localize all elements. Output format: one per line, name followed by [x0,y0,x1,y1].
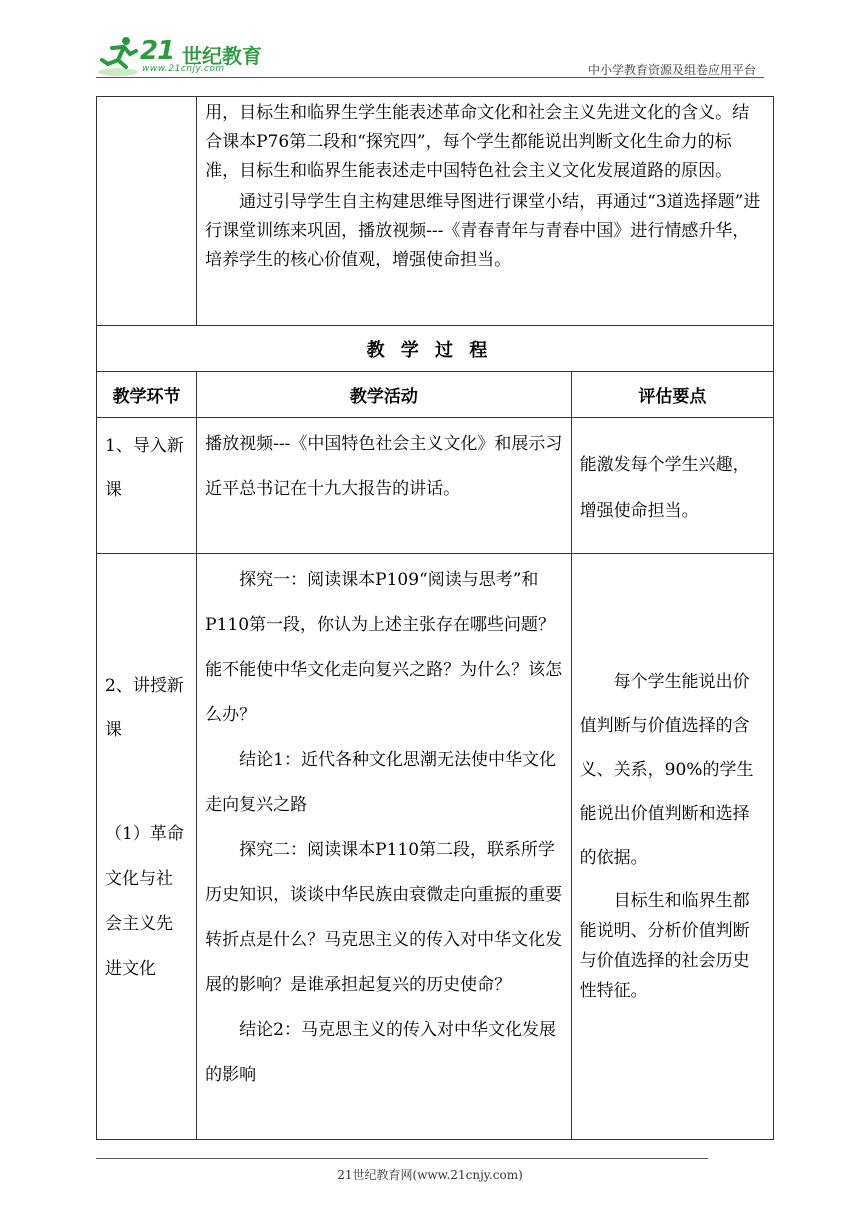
assessment-paragraph-2: 目标生和临界生都能说明、分析价值判断与价值选择的社会历史性特征。 [579,891,750,1001]
stage-cell [97,418,197,554]
logo-number: 21 [140,36,175,66]
activity-cell [197,554,572,1140]
stage-label: 1、导入新课 [105,436,184,500]
explore-1: 探究一：阅读课本P109“阅读与思考”和P110第一段，你认为上述主张存在哪些问题？能不能使中华文化走向复兴之路？为什么？该怎么办？ [205,570,563,725]
section-title: 教学过程 [366,339,504,361]
header-activity: 教学活动 [197,372,572,418]
intro-cell [197,97,774,326]
conclusion-2: 结论2：马克思主义的传入对中华文化发展的影响 [205,1020,556,1085]
header-divider [96,77,764,78]
stage-label: 2、讲授新课 [105,676,184,740]
runner-logo-icon [96,34,142,78]
site-logo[interactable] [96,34,266,78]
section-title-cell [97,326,774,372]
footer-text[interactable]: 21世纪教育网(www.21cnjy.com) [337,1168,523,1182]
conclusion-1: 结论1：近代各种文化思潮无法使中华文化走向复兴之路 [205,750,556,815]
logo-url: www.21cnjy.com [142,64,225,74]
lesson-plan-table [96,96,774,1140]
assessment-paragraph-1: 每个学生能说出价值判断与价值选择的含义、关系，90%的学生能说出价值判断和选择的依据。 [579,672,754,868]
table-row [97,418,774,554]
substage-label: （1）革命文化与社会主义先进文化 [105,824,184,979]
assessment-cell [571,418,773,554]
intro-paragraph-2: 通过引导学生自主构建思维导图进行课堂小结，再通过“3道选择题”进行课堂训练来巩固，播放视频---《青春青年与青春中国》进行情感升华，培养学生的核心价值观，增强使命担当。 [205,192,761,270]
section-title-row [97,326,774,372]
header-stage: 教学环节 [97,372,197,418]
table-header-row [97,372,774,418]
platform-text: 中小学教育资源及组卷应用平台 [587,63,756,77]
header-assessment: 评估要点 [571,372,773,418]
intro-paragraph-1: 用，目标生和临界生学生能表述革命文化和社会主义先进文化的含义。结合课本P76第二段和“探究四”，每个学生都能说出判断文化生命力的标准，目标生和临界生能表述走中国特色社会主义文化发展道路的原因。 [205,103,750,181]
stage-cell [97,554,197,1140]
intro-row [97,97,774,326]
activity-cell [197,418,572,554]
footer-divider [96,1158,708,1159]
explore-2: 探究二：阅读课本P110第二段，联系所学历史知识，谈谈中华民族由衰微走向重振的重要转折点是什么？马克思主义的传入对中华文化发展的影响？是谁承担起复兴的历史使命？ [205,840,563,995]
table-row [97,554,774,1140]
page-header [0,0,860,80]
intro-empty-cell [97,97,197,326]
logo-text: 世纪教育 [182,44,262,68]
assessment-cell [571,554,773,1140]
assessment-text: 能激发每个学生兴趣，增强使命担当。 [579,454,750,521]
activity-text: 播放视频---《中国特色社会主义文化》和展示习近平总书记在十九大报告的讲话。 [205,434,563,499]
